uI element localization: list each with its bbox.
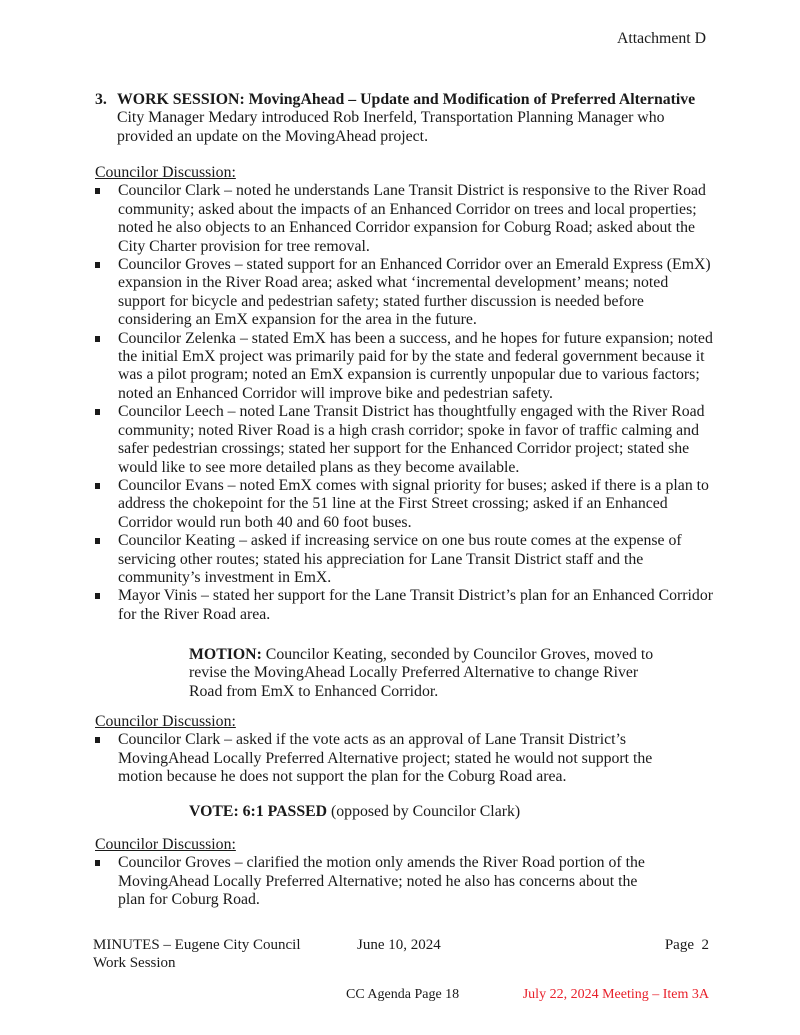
attachment-label: Attachment D xyxy=(616,30,706,47)
vote-result: VOTE: 6:1 PASSED (opposed by Councilor Clark) xyxy=(189,803,521,820)
discussion-item xyxy=(95,330,714,404)
bullet-icon xyxy=(95,336,100,342)
bullet-icon xyxy=(95,262,100,268)
discussion-list xyxy=(95,854,663,909)
item-intro: City Manager Medary introduced Rob Inerfeld, Transportation Planning Manager who provided an update on the MovingAhead project. xyxy=(117,109,665,145)
motion: MOTION: Councilor Keating, seconded by Councilor Groves, moved to revise the MovingAhead Locally Preferred Alternative to change River Road from EmX to Enhanced Corridor. xyxy=(189,646,654,700)
footer-page: Page 2 xyxy=(664,937,709,953)
discussion-text: Mayor Vinis – stated her support for the Lane Transit District’s plan for an Enhanced Corridor for the River Road area. xyxy=(118,587,713,623)
bullet-icon xyxy=(95,538,100,544)
discussion-item xyxy=(95,403,714,477)
bullet-icon xyxy=(95,188,100,194)
discussion-item xyxy=(95,854,663,909)
discussion-text: Councilor Clark – noted he understands Lane Transit District is responsive to the River Road community; asked about the impacts of an Enhanced Corridor on trees and local properties; noted he also objects to an Enhanced Corridor expansion for Coburg Road; asked about the City Charter provision for tree removal. xyxy=(118,182,706,255)
discussion-list xyxy=(95,731,685,786)
agenda-page: CC Agenda Page 18 xyxy=(346,987,460,1002)
item-number: 3. xyxy=(95,91,107,108)
discussion-heading: Councilor Discussion: xyxy=(95,836,236,853)
discussion-2 xyxy=(95,713,685,787)
discussion-heading: Councilor Discussion: xyxy=(95,713,236,730)
discussion-text: Councilor Leech – noted Lane Transit District has thoughtfully engaged with the River Road community; noted River Road is a high crash corridor; spoke in favor of traffic calming and safer pedestrian crossings; stated her support for the Enhanced Corridor project; stated she would like to see more detailed plans as they become available. xyxy=(118,403,705,476)
discussion-list xyxy=(95,182,714,624)
bullet-icon xyxy=(95,737,100,743)
discussion-text: Councilor Groves – clarified the motion only amends the River Road portion of the MovingAhead Locally Preferred Alternative; noted he also has concerns about the plan for Coburg Road. xyxy=(118,854,645,909)
item-title: WORK SESSION: MovingAhead – Update and Modification of Preferred Alternative xyxy=(117,91,696,108)
discussion-text: Councilor Groves – stated support for an Enhanced Corridor over an Emerald Express (EmX) expansion in the River Road area; asked what ‘incremental development’ means; noted support for bicycle and pedestrian safety; stated further discussion is needed before considering an EmX expansion for the area in the future. xyxy=(118,256,711,329)
discussion-item xyxy=(95,532,714,587)
discussion-heading: Councilor Discussion: xyxy=(95,164,236,181)
discussion-text: Councilor Clark – asked if the vote acts as an approval of Lane Transit District’s MovingAhead Locally Preferred Alternative project; stated he would not support the motion because he does not support the plan for the Coburg Road area. xyxy=(118,731,653,786)
bullet-icon xyxy=(95,483,100,489)
discussion-1 xyxy=(95,164,714,624)
discussion-item xyxy=(95,477,714,532)
footer-title: MINUTES – Eugene City Council Work Session xyxy=(93,937,301,972)
discussion-item xyxy=(95,182,714,256)
meeting-item: July 22, 2024 Meeting – Item 3A xyxy=(522,987,709,1002)
bullet-icon xyxy=(95,409,100,415)
item-section xyxy=(117,91,737,146)
discussion-text: Councilor Keating – asked if increasing service on one bus route comes at the expense of servicing other routes; stated his appreciation for Lane Transit District staff and the community’s investment in EmX. xyxy=(118,532,682,586)
discussion-item xyxy=(95,256,714,330)
discussion-3 xyxy=(95,836,663,910)
discussion-item xyxy=(95,587,714,624)
footer-date: June 10, 2024 xyxy=(357,937,441,953)
discussion-text: Councilor Zelenka – stated EmX has been a success, and he hopes for future expansion; noted the initial EmX project was primarily paid for by the state and federal government because it was a pilot program; noted an EmX expansion is currently unpopular due to various factors; noted an Enhanced Corridor will improve bike and pedestrian safety. xyxy=(118,329,713,402)
discussion-text: Councilor Evans – noted EmX comes with signal priority for buses; asked if there is a plan to address the chokepoint for the 51 line at the First Street crossing; asked if an Enhanced Corridor would run both 40 and 60 foot buses. xyxy=(118,476,709,531)
discussion-item xyxy=(95,731,663,786)
bullet-icon xyxy=(95,860,100,866)
bullet-icon xyxy=(95,593,100,599)
